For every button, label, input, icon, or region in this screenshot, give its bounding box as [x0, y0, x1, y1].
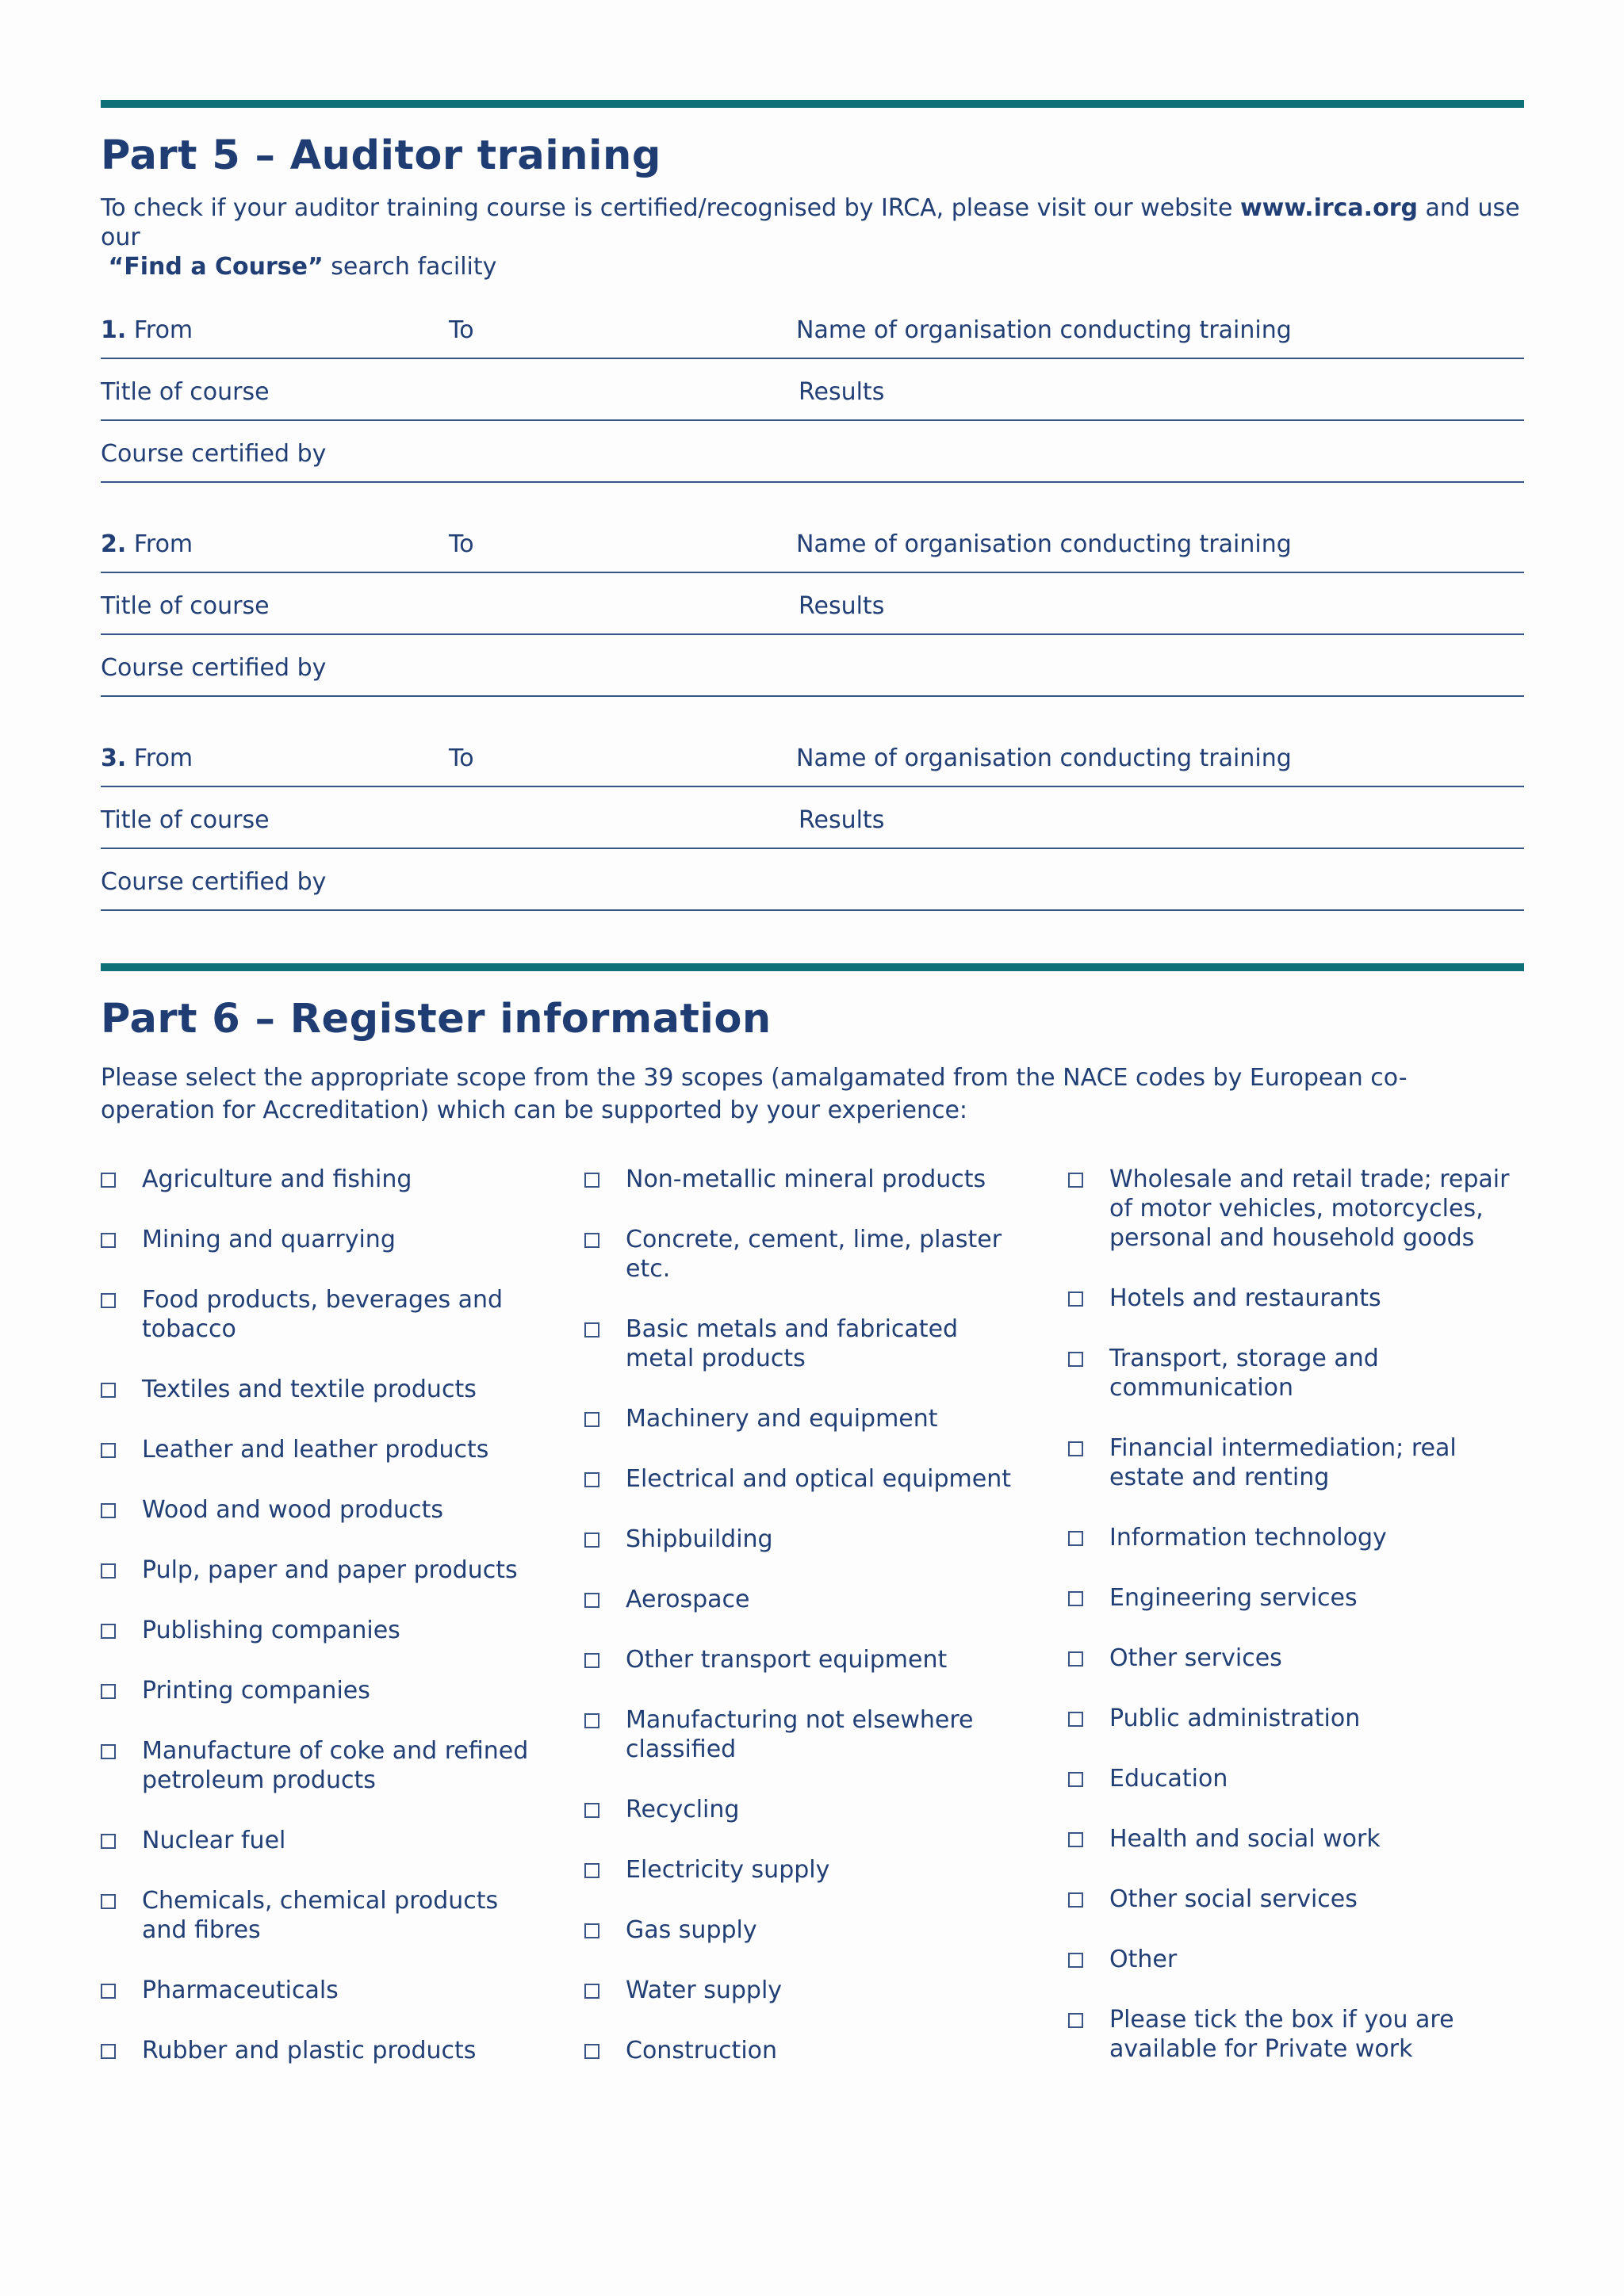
scope-label: Education [1109, 1765, 1228, 1793]
scope-option[interactable] [101, 1556, 545, 1585]
part5-title: Part 5 – Auditor training [101, 132, 661, 179]
scope-option[interactable] [101, 1225, 545, 1254]
entry-number: 3. [101, 744, 127, 772]
scope-label: Hotels and restaurants [1109, 1284, 1381, 1312]
scope-checkbox[interactable] [101, 1173, 116, 1188]
scope-label: Chemicals, chemical products and fibres [142, 1887, 499, 1944]
from-label: From [133, 530, 193, 558]
scope-checkbox[interactable] [101, 1233, 116, 1248]
scope-label: Other social services [1109, 1885, 1358, 1913]
scope-label: Other transport equipment [626, 1646, 948, 1674]
training-row-dates [101, 297, 1524, 359]
entry-number: 2. [101, 530, 127, 558]
scope-option[interactable] [584, 1404, 1028, 1433]
to-field[interactable]: To [449, 530, 474, 558]
scope-label: Concrete, cement, lime, plaster etc. [626, 1226, 1002, 1283]
scope-label: Manufacture of coke and refined petroleum products [142, 1737, 529, 1794]
organisation-field[interactable]: Name of organisation conducting training [796, 530, 1292, 558]
scope-checkbox[interactable] [1068, 1712, 1083, 1727]
scope-option[interactable] [1068, 1583, 1528, 1613]
scope-label: Rubber and plastic products [142, 2037, 477, 2064]
part5-intro [101, 193, 1524, 281]
to-field[interactable]: To [449, 316, 474, 344]
scope-option[interactable] [584, 1165, 1028, 1194]
scope-option[interactable] [584, 1525, 1028, 1554]
find-course-label: “Find a Course” [108, 253, 324, 281]
section-divider [101, 963, 1524, 971]
certified-by-field[interactable]: Course certified by [101, 440, 327, 468]
scope-column-2 [584, 1165, 1028, 2096]
scope-checkbox[interactable] [584, 1863, 599, 1878]
scope-option[interactable] [1068, 1644, 1528, 1673]
part6-title: Part 6 – Register information [101, 996, 772, 1043]
from-field[interactable] [101, 530, 193, 558]
course-title-field[interactable]: Title of course [101, 592, 270, 620]
entry-number: 1. [101, 316, 127, 344]
scope-checkbox[interactable] [584, 1412, 599, 1427]
scope-checkbox[interactable] [1068, 1892, 1083, 1908]
scope-label: Basic metals and fabricated metal products [626, 1315, 959, 1372]
part6-intro: Please select the appropriate scope from the 39 scopes (amalgamated from the NACE codes by European co-operation for Accreditation) which can be supported by your experience: [101, 1064, 1408, 1124]
scope-checkbox[interactable] [1068, 1772, 1083, 1787]
scope-option[interactable] [101, 1676, 545, 1705]
scope-option[interactable] [1068, 1523, 1528, 1552]
scope-option[interactable] [584, 1705, 1028, 1764]
scope-option[interactable] [584, 2036, 1028, 2065]
scope-checkbox[interactable] [101, 1443, 116, 1458]
scope-option[interactable] [101, 2036, 545, 2065]
from-field[interactable] [101, 744, 193, 772]
scope-label: Publishing companies [142, 1617, 400, 1644]
scope-checkbox[interactable] [584, 1233, 599, 1248]
scope-checkbox[interactable] [584, 1533, 599, 1548]
to-field[interactable]: To [449, 744, 474, 772]
scope-checkbox[interactable] [1068, 1531, 1083, 1546]
training-entry [101, 725, 1524, 911]
scope-option[interactable] [1068, 1824, 1528, 1854]
scope-option[interactable] [101, 1976, 545, 2005]
results-field[interactable]: Results [799, 592, 885, 620]
scope-checkbox[interactable] [1068, 1292, 1083, 1307]
organisation-field[interactable]: Name of organisation conducting training [796, 744, 1292, 772]
scope-label: Other [1109, 1946, 1178, 1973]
scope-label: Shipbuilding [626, 1525, 773, 1553]
scope-option[interactable] [584, 1976, 1028, 2005]
scope-checkbox[interactable] [101, 1383, 116, 1398]
scope-option[interactable] [584, 1645, 1028, 1674]
scope-label: Nuclear fuel [142, 1827, 286, 1854]
scope-option[interactable] [1068, 1885, 1528, 1914]
intro-text-suffix: search facility [323, 253, 497, 281]
scope-option[interactable] [584, 1225, 1028, 1284]
scope-label: Engineering services [1109, 1584, 1358, 1612]
intro-text: To check if your auditor training course is certified/recognised by IRCA, please visit our website [101, 194, 1240, 222]
scope-label: Recycling [626, 1796, 740, 1823]
scope-checkbox[interactable] [1068, 1591, 1083, 1606]
training-row-dates [101, 725, 1524, 787]
scope-checkbox[interactable] [101, 2044, 116, 2059]
scope-checkbox[interactable] [101, 1984, 116, 1999]
scope-option[interactable] [1068, 1945, 1528, 1974]
training-row-certified [101, 849, 1524, 911]
scope-option[interactable] [1068, 1704, 1528, 1733]
scope-checkbox[interactable] [101, 1894, 116, 1909]
scope-option[interactable] [1068, 1284, 1528, 1313]
scope-label: Water supply [626, 1976, 783, 2004]
scope-option[interactable] [101, 1736, 545, 1795]
scope-checkbox[interactable] [1068, 1953, 1083, 1968]
scope-option[interactable] [1068, 2005, 1528, 2064]
scope-label: Pharmaceuticals [142, 1976, 339, 2004]
scope-label: Gas supply [626, 1916, 757, 1944]
scope-checkbox[interactable] [101, 1503, 116, 1518]
scope-label: Mining and quarrying [142, 1226, 396, 1253]
training-row-course [101, 359, 1524, 421]
scope-label: Wholesale and retail trade; repair of motor vehicles, motorcycles, personal and household goods [1109, 1165, 1510, 1252]
course-title-field[interactable]: Title of course [101, 806, 270, 834]
results-field[interactable]: Results [799, 378, 885, 406]
scope-checkbox[interactable] [101, 1744, 116, 1759]
from-label: From [133, 316, 193, 344]
scope-label: Health and social work [1109, 1825, 1381, 1853]
scope-checkbox[interactable] [1068, 1441, 1083, 1456]
scope-checkbox[interactable] [101, 1684, 116, 1699]
course-title-field[interactable]: Title of course [101, 378, 270, 406]
scope-checkbox[interactable] [584, 1713, 599, 1728]
scope-option[interactable] [101, 1285, 545, 1344]
scope-label: Aerospace [626, 1586, 750, 1613]
scope-label: Other services [1109, 1644, 1282, 1672]
scope-option[interactable] [1068, 1165, 1528, 1253]
results-field[interactable]: Results [799, 806, 885, 834]
scope-label: Non-metallic mineral products [626, 1165, 986, 1193]
scope-option[interactable] [101, 1616, 545, 1645]
scope-label: Manufacturing not elsewhere classified [626, 1706, 974, 1763]
scope-option[interactable] [1068, 1764, 1528, 1793]
training-entry [101, 297, 1524, 483]
scope-label: Textiles and textile products [142, 1376, 477, 1403]
from-label: From [133, 744, 193, 772]
form-page [101, 0, 1524, 2100]
scope-checkbox[interactable] [1068, 1832, 1083, 1847]
scope-option[interactable] [101, 1826, 545, 1855]
scope-checkbox[interactable] [101, 1293, 116, 1308]
training-entry [101, 511, 1524, 697]
scope-column-1 [101, 1165, 545, 2096]
scope-checkbox[interactable] [584, 2044, 599, 2059]
scope-checkbox[interactable] [584, 1653, 599, 1668]
training-row-certified [101, 635, 1524, 697]
training-row-certified [101, 421, 1524, 483]
scope-label: Printing companies [142, 1677, 370, 1705]
scope-checkbox[interactable] [584, 1803, 599, 1818]
scope-label: Agriculture and fishing [142, 1165, 412, 1193]
training-row-course [101, 787, 1524, 849]
scope-option[interactable] [584, 1464, 1028, 1494]
scope-label: Machinery and equipment [626, 1405, 938, 1433]
scope-checkbox[interactable] [1068, 1651, 1083, 1667]
scope-option[interactable] [1068, 1344, 1528, 1402]
training-row-course [101, 573, 1524, 635]
certified-by-field[interactable]: Course certified by [101, 654, 327, 682]
training-row-dates [101, 511, 1524, 573]
scope-label: Construction [626, 2037, 778, 2064]
scope-checkbox[interactable] [584, 1173, 599, 1188]
scope-checkbox[interactable] [584, 1322, 599, 1337]
scope-checkbox[interactable] [1068, 1352, 1083, 1367]
scope-checkbox[interactable] [584, 1472, 599, 1487]
scope-option[interactable] [1068, 1433, 1528, 1492]
scope-checklist [101, 1165, 1524, 2100]
website-link[interactable]: www.irca.org [1239, 194, 1418, 222]
scope-label: Financial intermediation; real estate and renting [1109, 1434, 1457, 1491]
section-divider [101, 100, 1524, 108]
scope-checkbox[interactable] [101, 1834, 116, 1849]
scope-label: Please tick the box if you are available for Private work [1109, 2006, 1454, 2063]
scope-label: Food products, beverages and tobacco [142, 1286, 504, 1343]
scope-option[interactable] [101, 1886, 545, 1945]
scope-checkbox[interactable] [101, 1624, 116, 1639]
scope-checkbox[interactable] [584, 1984, 599, 1999]
scope-checkbox[interactable] [584, 1593, 599, 1608]
scope-checkbox[interactable] [584, 1923, 599, 1938]
scope-label: Transport, storage and communication [1109, 1345, 1379, 1402]
certified-by-field[interactable]: Course certified by [101, 868, 327, 896]
scope-label: Information technology [1109, 1524, 1387, 1552]
scope-checkbox[interactable] [1068, 1173, 1083, 1188]
scope-option[interactable] [101, 1165, 545, 1194]
scope-option[interactable] [584, 1585, 1028, 1614]
scope-label: Electrical and optical equipment [626, 1465, 1011, 1493]
scope-column-3 [1068, 1165, 1528, 2095]
scope-checkbox[interactable] [1068, 2013, 1083, 2028]
scope-label: Pulp, paper and paper products [142, 1556, 518, 1584]
scope-label: Electricity supply [626, 1856, 830, 1884]
intro-text-mid: and use our [101, 194, 1520, 251]
scope-option[interactable] [101, 1495, 545, 1525]
scope-option[interactable] [584, 1915, 1028, 1945]
scope-option[interactable] [584, 1795, 1028, 1824]
scope-label: Public administration [1109, 1705, 1361, 1732]
scope-option[interactable] [584, 1314, 1028, 1373]
training-entries [101, 297, 1524, 911]
scope-label: Wood and wood products [142, 1496, 444, 1524]
scope-option[interactable] [101, 1375, 545, 1404]
organisation-field[interactable]: Name of organisation conducting training [796, 316, 1292, 344]
scope-checkbox[interactable] [101, 1563, 116, 1578]
scope-option[interactable] [584, 1855, 1028, 1885]
scope-label: Leather and leather products [142, 1436, 489, 1464]
from-field[interactable] [101, 316, 193, 344]
scope-option[interactable] [101, 1435, 545, 1464]
